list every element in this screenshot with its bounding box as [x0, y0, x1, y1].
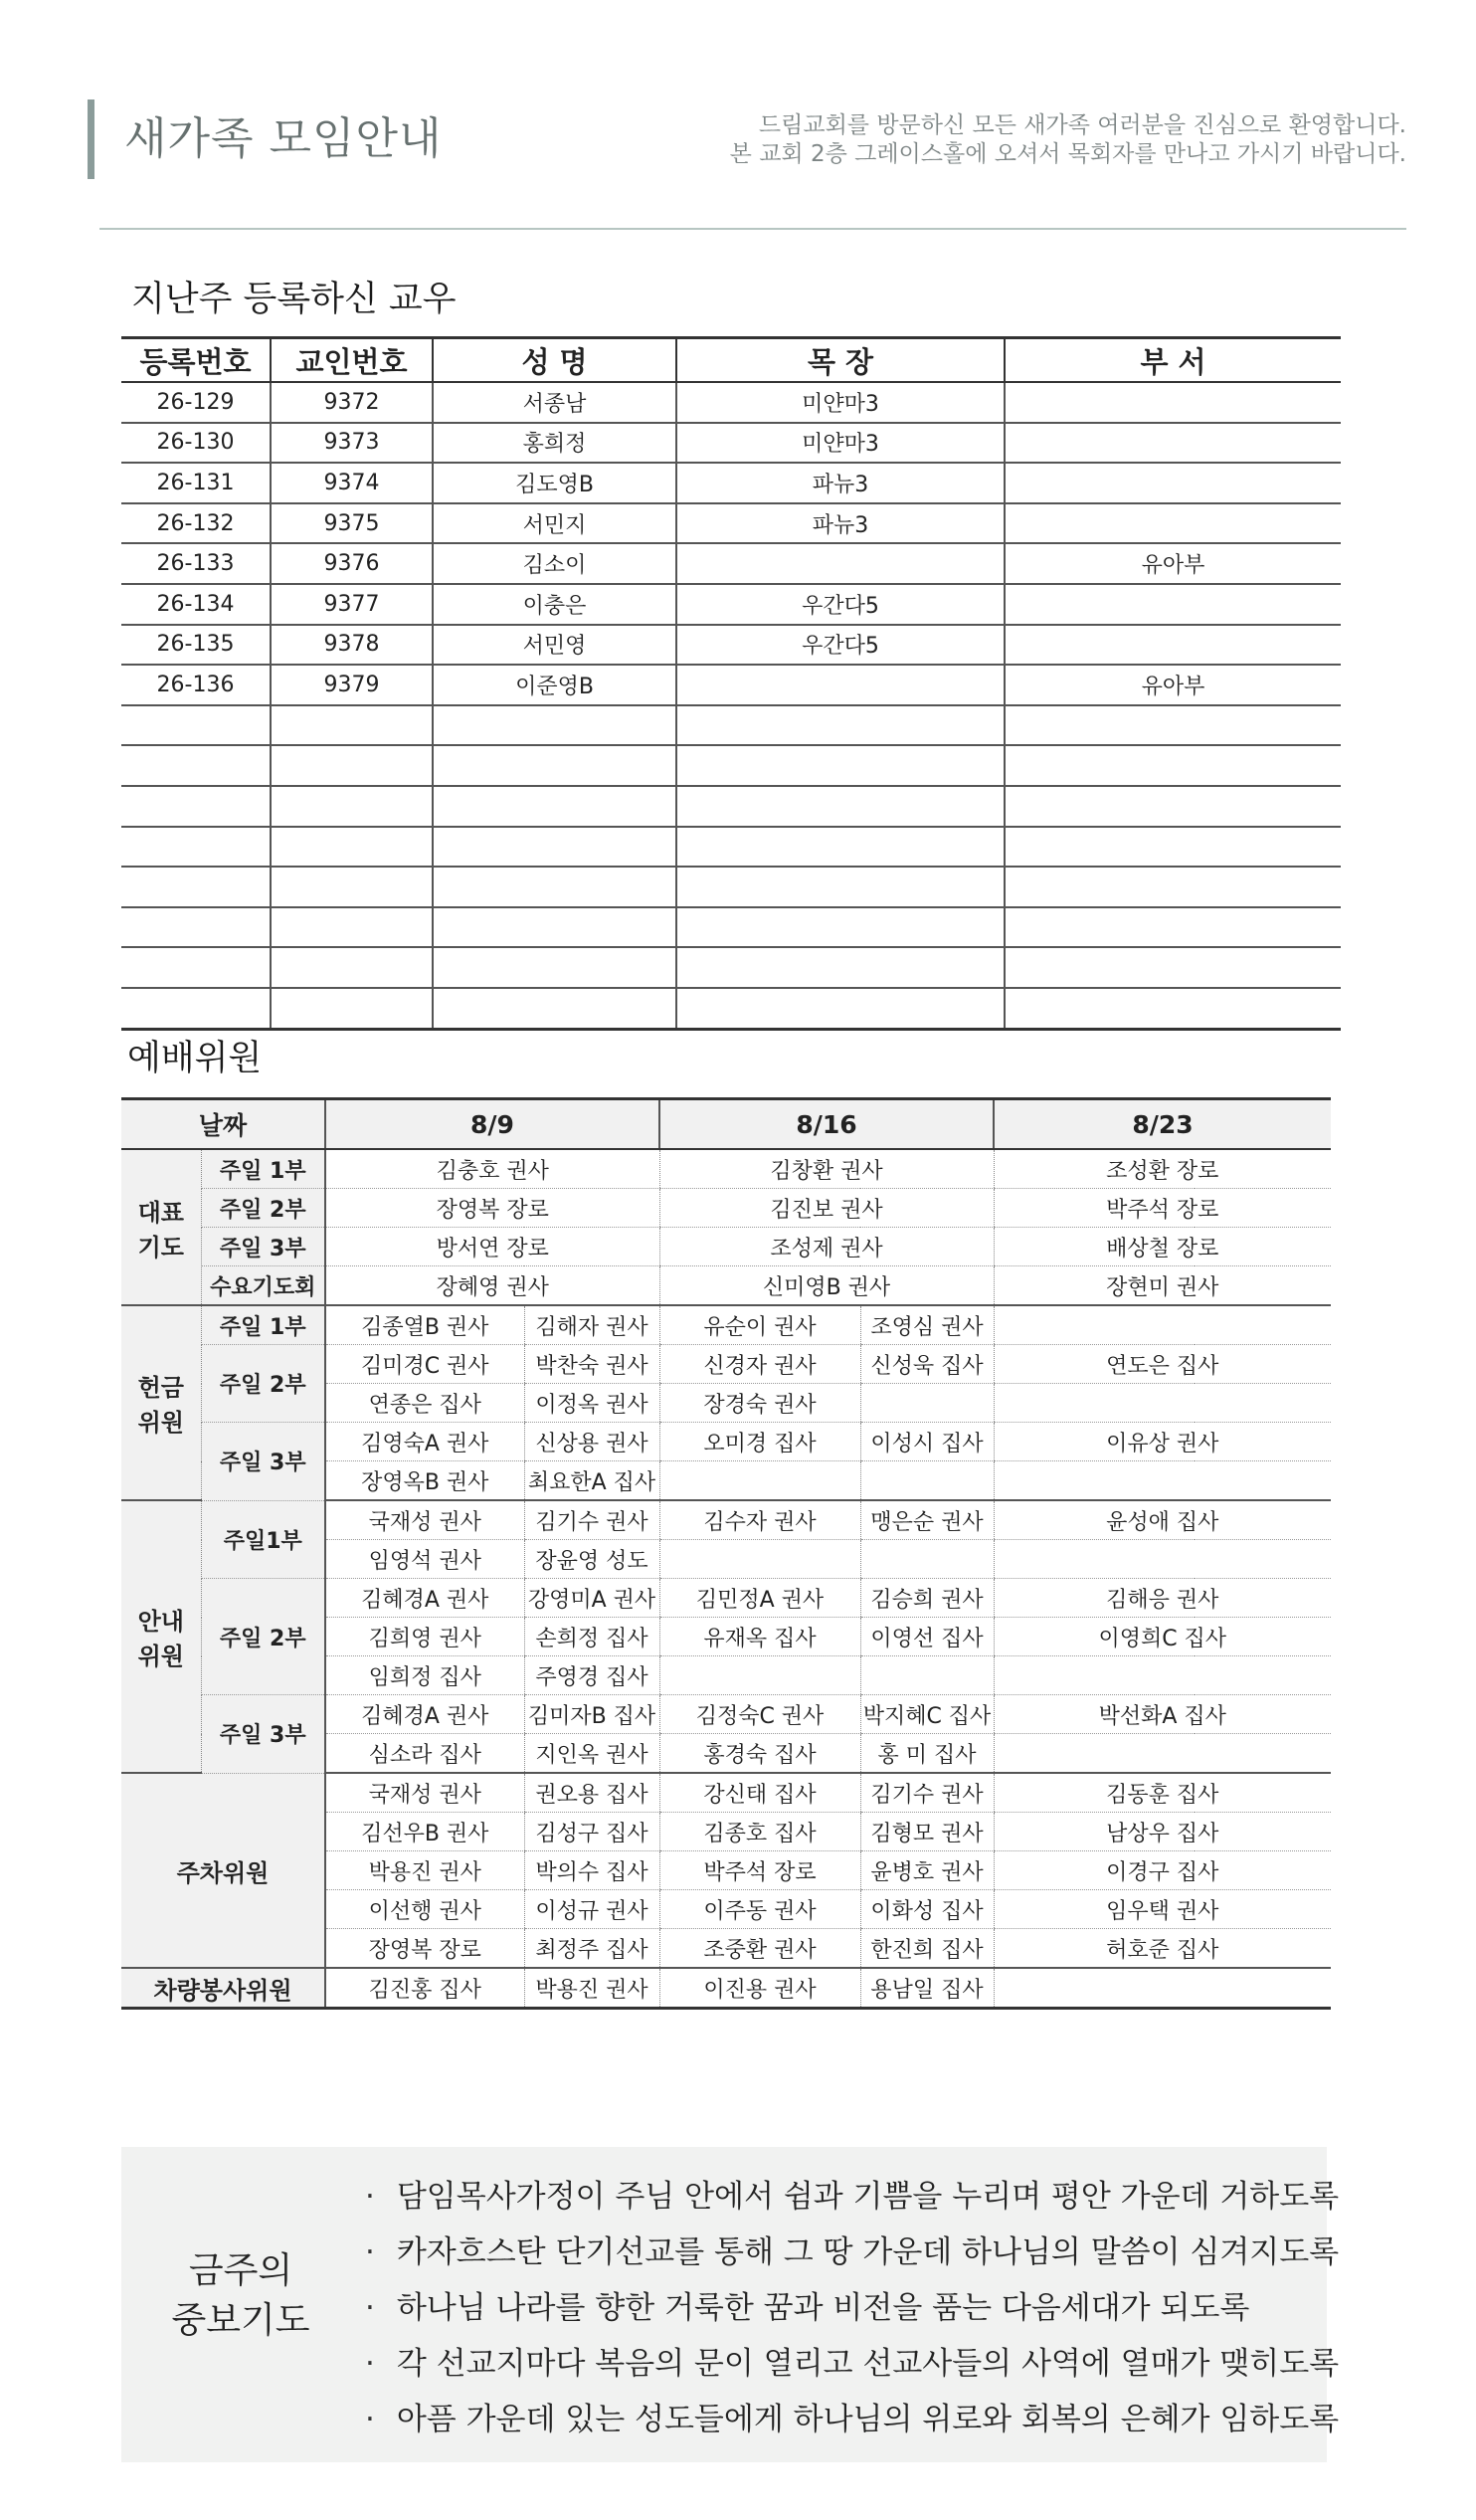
header-accent-bar — [88, 99, 94, 179]
col-date: 날짜 — [121, 1099, 325, 1150]
table-cell — [121, 867, 271, 907]
table-cell: 박주석 장로 — [994, 1189, 1331, 1228]
table-cell — [659, 1656, 860, 1695]
table-cell: 이선행 권사 — [325, 1890, 524, 1929]
table-cell: 김도영B — [433, 463, 676, 503]
table-cell: 최정주 집사 — [524, 1929, 659, 1969]
table-cell: 이영선 집사 — [860, 1618, 994, 1656]
table-cell: 김정숙C 권사 — [659, 1695, 860, 1734]
prayer-title-line2: 중보기도 — [171, 2300, 310, 2341]
table-row — [121, 584, 1341, 625]
worship-header-row — [121, 1099, 1331, 1150]
service-label: 주일 2부 — [201, 1345, 325, 1423]
table-cell: 김소이 — [433, 543, 676, 584]
table-cell — [271, 786, 433, 827]
table-cell: 이준영B — [433, 665, 676, 705]
table-row — [121, 1500, 1331, 1540]
table-cell: 26-133 — [121, 543, 271, 584]
prayer-item: · 각 선교지마다 복음의 문이 열리고 선교사들의 사역에 열매가 맺히도록 — [365, 2336, 1339, 2392]
table-cell: 이영희C 집사 — [994, 1618, 1331, 1656]
table-cell: 박용진 권사 — [524, 1968, 659, 2009]
table-cell — [271, 907, 433, 948]
table-cell: 오미경 집사 — [659, 1423, 860, 1461]
table-cell — [1005, 867, 1341, 907]
table-cell: 홍 미 집사 — [860, 1734, 994, 1774]
table-cell: 김진보 권사 — [659, 1189, 994, 1228]
table-cell — [676, 705, 1005, 746]
table-cell: 김형모 권사 — [860, 1813, 994, 1851]
table-row — [121, 625, 1341, 666]
table-cell — [860, 1461, 994, 1501]
table-cell — [676, 786, 1005, 827]
table-cell — [121, 786, 271, 827]
table-row — [121, 827, 1341, 868]
table-row — [121, 1579, 1331, 1618]
header-divider — [99, 228, 1406, 230]
service-label: 주일 1부 — [201, 1305, 325, 1345]
table-row — [121, 786, 1341, 827]
service-label: 주일 1부 — [201, 1149, 325, 1189]
table-cell — [994, 1305, 1331, 1345]
table-row — [121, 423, 1341, 464]
table-row — [121, 1266, 1331, 1306]
table-cell: 유아부 — [1005, 665, 1341, 705]
group-label-text: 대표 기도 — [137, 1198, 184, 1261]
table-cell: 장경숙 권사 — [659, 1384, 860, 1423]
table-cell — [271, 745, 433, 786]
table-cell — [1005, 988, 1341, 1029]
table-cell — [994, 1734, 1331, 1774]
group-label-offering — [121, 1305, 201, 1500]
table-row — [121, 1345, 1331, 1384]
table-cell: 9376 — [271, 543, 433, 584]
table-cell: 박의수 집사 — [524, 1851, 659, 1890]
registration-table — [121, 336, 1341, 1031]
table-cell: 9373 — [271, 423, 433, 464]
table-cell: 김기수 권사 — [524, 1500, 659, 1540]
table-cell: 우간다5 — [676, 584, 1005, 625]
table-cell — [433, 745, 676, 786]
welcome-message-line1: 드림교회를 방문하신 모든 새가족 여러분을 진심으로 환영합니다. — [758, 112, 1406, 138]
table-cell: 남상우 집사 — [994, 1813, 1331, 1851]
col-name: 성 명 — [433, 338, 676, 383]
col-date-1: 8/9 — [325, 1099, 659, 1150]
service-label: 주일1부 — [201, 1500, 325, 1579]
table-cell: 연종은 집사 — [325, 1384, 524, 1423]
table-cell: 서종남 — [433, 382, 676, 423]
table-cell: 손희정 집사 — [524, 1618, 659, 1656]
table-cell: 장영옥B 권사 — [325, 1461, 524, 1501]
table-cell: 김충호 권사 — [325, 1149, 659, 1189]
table-cell — [433, 947, 676, 988]
col-reg-number: 등록번호 — [121, 338, 271, 383]
worship-committee-table — [121, 1097, 1331, 2010]
table-cell: 유순이 권사 — [659, 1305, 860, 1345]
table-cell: 조성환 장로 — [994, 1149, 1331, 1189]
table-cell: 주영경 집사 — [524, 1656, 659, 1695]
table-cell — [121, 988, 271, 1029]
table-cell — [676, 988, 1005, 1029]
table-cell: 최요한A 집사 — [524, 1461, 659, 1501]
col-member-number: 교인번호 — [271, 338, 433, 383]
table-row — [121, 1189, 1331, 1228]
table-cell — [860, 1656, 994, 1695]
table-cell — [860, 1540, 994, 1579]
welcome-message-line2: 본 교회 2층 그레이스홀에 오셔서 목회자를 만나고 가시기 바랍니다. — [729, 141, 1406, 167]
table-cell — [1005, 907, 1341, 948]
table-row — [121, 665, 1341, 705]
table-cell — [433, 988, 676, 1029]
table-row — [121, 1773, 1331, 1813]
table-row — [121, 463, 1341, 503]
group-label-parking: 주차위원 — [121, 1773, 325, 1968]
group-label-text: 안내 위원 — [137, 1608, 184, 1670]
service-label: 주일 3부 — [201, 1423, 325, 1501]
table-cell: 홍희정 — [433, 423, 676, 464]
table-cell: 김진홍 집사 — [325, 1968, 524, 2009]
table-cell — [994, 1461, 1331, 1501]
table-cell: 26-134 — [121, 584, 271, 625]
table-cell — [121, 827, 271, 868]
service-label: 주일 2부 — [201, 1189, 325, 1228]
table-cell: 강영미A 권사 — [524, 1579, 659, 1618]
table-cell: 9372 — [271, 382, 433, 423]
table-cell — [433, 705, 676, 746]
table-cell — [1005, 786, 1341, 827]
table-cell: 강신태 집사 — [659, 1773, 860, 1813]
table-cell: 장혜영 권사 — [325, 1266, 659, 1306]
table-cell: 미얀마3 — [676, 382, 1005, 423]
table-cell — [1005, 625, 1341, 666]
table-cell — [659, 1461, 860, 1501]
table-cell — [1005, 745, 1341, 786]
table-cell: 이화성 집사 — [860, 1890, 994, 1929]
table-cell: 조영심 권사 — [860, 1305, 994, 1345]
table-cell: 9379 — [271, 665, 433, 705]
registration-header-row — [121, 338, 1341, 383]
group-label-prayer — [121, 1149, 201, 1305]
table-cell: 김민정A 권사 — [659, 1579, 860, 1618]
table-row — [121, 745, 1341, 786]
table-cell — [676, 947, 1005, 988]
table-cell — [1005, 463, 1341, 503]
table-cell: 서민지 — [433, 503, 676, 544]
table-cell: 김미경C 권사 — [325, 1345, 524, 1384]
table-cell: 김혜경A 권사 — [325, 1695, 524, 1734]
table-cell: 허호준 집사 — [994, 1929, 1331, 1969]
table-row — [121, 988, 1341, 1029]
prayer-item: · 카자흐스탄 단기선교를 통해 그 땅 가운데 하나님의 말씀이 심겨지도록 — [365, 2225, 1339, 2280]
table-cell: 26-136 — [121, 665, 271, 705]
table-cell — [676, 867, 1005, 907]
table-cell — [433, 907, 676, 948]
table-cell — [1005, 827, 1341, 868]
table-cell: 국재성 권사 — [325, 1500, 524, 1540]
table-cell — [271, 947, 433, 988]
group-label-vehicle: 차량봉사위원 — [121, 1968, 325, 2009]
table-cell — [1005, 705, 1341, 746]
table-cell — [676, 827, 1005, 868]
table-cell — [676, 665, 1005, 705]
table-cell — [271, 705, 433, 746]
table-cell — [994, 1968, 1331, 2009]
table-cell — [1005, 947, 1341, 988]
table-cell — [860, 1384, 994, 1423]
table-cell: 26-131 — [121, 463, 271, 503]
table-cell: 박지혜C 집사 — [860, 1695, 994, 1734]
prayer-item: · 담임목사가정이 주님 안에서 쉼과 기쁨을 누리며 평안 가운데 거하도록 — [365, 2169, 1339, 2225]
col-cell-group: 목 장 — [676, 338, 1005, 383]
table-cell: 파뉴3 — [676, 463, 1005, 503]
table-row — [121, 1305, 1331, 1345]
table-cell: 방서연 장로 — [325, 1228, 659, 1266]
table-row — [121, 705, 1341, 746]
col-department: 부 서 — [1005, 338, 1341, 383]
table-row — [121, 543, 1341, 584]
table-cell: 9375 — [271, 503, 433, 544]
table-cell: 윤병호 권사 — [860, 1851, 994, 1890]
group-label-guide — [121, 1500, 201, 1773]
table-cell: 이충은 — [433, 584, 676, 625]
table-cell: 이성시 집사 — [860, 1423, 994, 1461]
table-cell: 신경자 권사 — [659, 1345, 860, 1384]
table-cell — [271, 867, 433, 907]
table-cell: 김종호 집사 — [659, 1813, 860, 1851]
table-cell: 용남일 집사 — [860, 1968, 994, 2009]
table-cell: 우간다5 — [676, 625, 1005, 666]
table-cell: 권오용 집사 — [524, 1773, 659, 1813]
table-cell — [994, 1384, 1331, 1423]
table-cell: 장현미 권사 — [994, 1266, 1331, 1306]
table-cell: 26-129 — [121, 382, 271, 423]
table-cell: 이경구 집사 — [994, 1851, 1331, 1890]
table-cell: 윤성애 집사 — [994, 1500, 1331, 1540]
prayer-item: · 아픔 가운데 있는 성도들에게 하나님의 위로와 회복의 은혜가 임하도록 — [365, 2392, 1339, 2447]
table-cell: 파뉴3 — [676, 503, 1005, 544]
table-cell — [433, 786, 676, 827]
table-cell: 김기수 권사 — [860, 1773, 994, 1813]
table-cell: 이진용 권사 — [659, 1968, 860, 2009]
table-cell: 지인옥 권사 — [524, 1734, 659, 1774]
table-cell: 한진희 집사 — [860, 1929, 994, 1969]
table-cell: 이성규 권사 — [524, 1890, 659, 1929]
table-cell: 맹은순 권사 — [860, 1500, 994, 1540]
table-cell — [121, 947, 271, 988]
table-cell: 9374 — [271, 463, 433, 503]
table-row — [121, 867, 1341, 907]
table-cell: 김동훈 집사 — [994, 1773, 1331, 1813]
table-cell: 박선화A 집사 — [994, 1695, 1331, 1734]
page-title: 새가족 모임안내 — [124, 113, 443, 164]
table-cell — [433, 827, 676, 868]
prayer-requests-box — [121, 2147, 1340, 2462]
table-cell — [121, 907, 271, 948]
table-row — [121, 907, 1341, 948]
table-cell: 26-130 — [121, 423, 271, 464]
table-cell — [121, 705, 271, 746]
table-cell — [271, 827, 433, 868]
table-cell: 김종열B 권사 — [325, 1305, 524, 1345]
table-cell: 이유상 권사 — [994, 1423, 1331, 1461]
table-cell — [994, 1540, 1331, 1579]
table-row — [121, 1228, 1331, 1266]
table-row — [121, 947, 1341, 988]
table-cell: 심소라 집사 — [325, 1734, 524, 1774]
table-cell: 장윤영 성도 — [524, 1540, 659, 1579]
table-cell: 유아부 — [1005, 543, 1341, 584]
table-cell: 박용진 권사 — [325, 1851, 524, 1890]
table-cell: 김미자B 집사 — [524, 1695, 659, 1734]
table-cell: 박찬숙 권사 — [524, 1345, 659, 1384]
table-cell: 장영복 장로 — [325, 1929, 524, 1969]
welcome-message — [730, 111, 1406, 169]
table-cell: 홍경숙 집사 — [659, 1734, 860, 1774]
table-row — [121, 1695, 1331, 1734]
table-cell: 김수자 권사 — [659, 1500, 860, 1540]
table-cell: 김선우B 권사 — [325, 1813, 524, 1851]
table-row — [121, 1423, 1331, 1461]
table-cell: 미얀마3 — [676, 423, 1005, 464]
table-cell: 김영숙A 권사 — [325, 1423, 524, 1461]
table-cell: 임우택 권사 — [994, 1890, 1331, 1929]
table-cell: 이주동 권사 — [659, 1890, 860, 1929]
table-cell: 임희정 집사 — [325, 1656, 524, 1695]
prayer-title-line1: 금주의 — [188, 2250, 293, 2291]
table-cell — [676, 543, 1005, 584]
table-cell: 배상철 장로 — [994, 1228, 1331, 1266]
col-date-3: 8/23 — [994, 1099, 1331, 1150]
prayer-item: · 하나님 나라를 향한 거룩한 꿈과 비전을 품는 다음세대가 되도록 — [365, 2280, 1339, 2336]
table-cell: 김승희 권사 — [860, 1579, 994, 1618]
col-date-2: 8/16 — [659, 1099, 994, 1150]
table-cell — [1005, 382, 1341, 423]
table-cell — [659, 1540, 860, 1579]
table-cell: 김해응 권사 — [994, 1579, 1331, 1618]
table-cell — [121, 745, 271, 786]
table-cell: 조성제 권사 — [659, 1228, 994, 1266]
service-label: 주일 3부 — [201, 1228, 325, 1266]
registration-title: 지난주 등록하신 교우 — [131, 280, 457, 319]
table-cell: 임영석 권사 — [325, 1540, 524, 1579]
table-cell: 신상용 권사 — [524, 1423, 659, 1461]
table-cell: 서민영 — [433, 625, 676, 666]
group-label-text: 헌금 위원 — [137, 1374, 184, 1437]
table-cell: 9378 — [271, 625, 433, 666]
table-cell: 김희영 권사 — [325, 1618, 524, 1656]
table-cell: 26-132 — [121, 503, 271, 544]
table-cell — [1005, 584, 1341, 625]
table-cell: 이정옥 권사 — [524, 1384, 659, 1423]
table-row — [121, 1149, 1331, 1189]
table-cell — [676, 745, 1005, 786]
table-cell: 조중환 권사 — [659, 1929, 860, 1969]
table-row — [121, 503, 1341, 544]
table-cell — [1005, 503, 1341, 544]
service-label: 수요기도회 — [201, 1266, 325, 1306]
table-cell: 신성욱 집사 — [860, 1345, 994, 1384]
table-cell: 김해자 권사 — [524, 1305, 659, 1345]
table-row — [121, 1968, 1331, 2009]
table-cell — [994, 1656, 1331, 1695]
table-cell: 장영복 장로 — [325, 1189, 659, 1228]
table-row — [121, 382, 1341, 423]
table-cell — [433, 867, 676, 907]
prayer-requests-title — [171, 2246, 310, 2346]
table-cell — [676, 907, 1005, 948]
service-label: 주일 3부 — [201, 1695, 325, 1774]
service-label: 주일 2부 — [201, 1579, 325, 1695]
table-cell: 유재옥 집사 — [659, 1618, 860, 1656]
table-cell: 국재성 권사 — [325, 1773, 524, 1813]
worship-title: 예배위원 — [127, 1039, 263, 1078]
table-cell: 김혜경A 권사 — [325, 1579, 524, 1618]
table-cell — [1005, 423, 1341, 464]
table-cell: 9377 — [271, 584, 433, 625]
prayer-requests-list — [365, 2169, 1339, 2447]
table-cell: 연도은 집사 — [994, 1345, 1331, 1384]
table-cell: 김창환 권사 — [659, 1149, 994, 1189]
table-cell: 신미영B 권사 — [659, 1266, 994, 1306]
table-cell: 26-135 — [121, 625, 271, 666]
table-cell: 박주석 장로 — [659, 1851, 860, 1890]
table-cell: 김성구 집사 — [524, 1813, 659, 1851]
table-cell — [271, 988, 433, 1029]
